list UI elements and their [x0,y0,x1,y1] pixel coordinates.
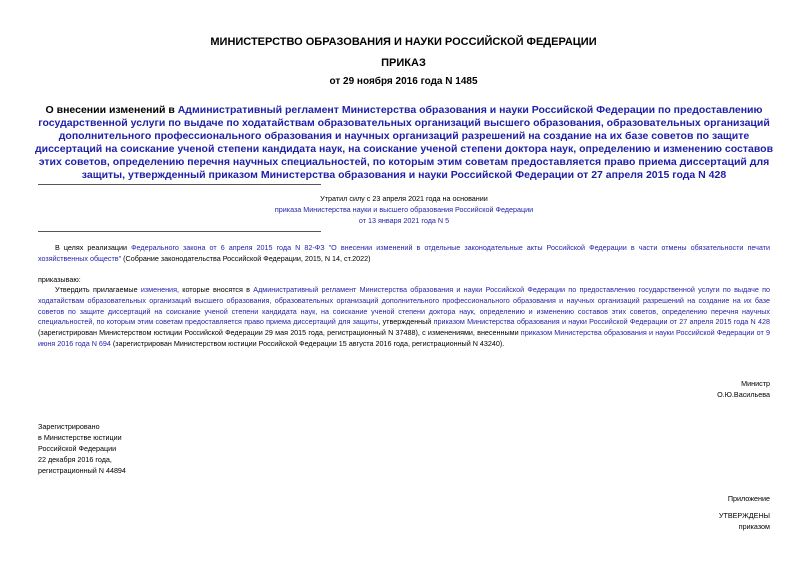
body-part2: , которые вносятся в [176,285,254,294]
registration-line2: в Министерстве юстиции [38,433,122,442]
preamble-paragraph [38,243,770,265]
order-428-link[interactable]: приказом Министерства образования и науки Российской Федерации от 27 апреля 2015 года N 428 [433,317,770,327]
approval-block [719,510,770,532]
divider-top [38,184,321,185]
title-regulation-link[interactable]: Административный регламент Министерства образования и науки Российской Федерации по предоставлению государственной услуги по выдаче по ходатайствам образовательных организаций высшего образования, образовательных организаций дополнительного профессионального образования и научных организаций разрешений на создание на их базе советов по защите диссертаций на соискание ученой степени кандидата наук, на соискание ученой степени доктора наук, определению и изменению составов этих советов, определению перечня научных специальностей, по которым этим советам предоставляется право приема диссертаций для защиты, утвержденный приказом Министерства образования и науки Российской Федерации от 27 апреля 2015 года N 428 [34,104,774,181]
order-word: приказываю: [38,275,81,284]
registration-line4: 22 декабря 2016 года, [38,455,112,464]
document-type: ПРИКАЗ [381,57,426,69]
regulation-link[interactable]: Административный регламент Министерства образования и науки Российской Федерации по предоставлению государственной услуги по выдаче по ходатайствам образовательных организаций высшего образования, образовательных организаций дополнительного профессионального образования и научных организаций разрешений на создание на их базе советов по защите диссертаций на соискание ученой степени кандидата наук, на соискание ученой степени доктора наук, определению и изменению составов этих советов, определению перечня научных специальностей, по которым этим советам предоставляется право приема диссертаций для защиты [38,285,770,327]
order-694-link[interactable]: приказом Министерства образования и науки Российской Федерации от 9 июня 2016 года N 694 [38,328,770,348]
body-part4: (зарегистрирован Министерством юстиции Российской Федерации 29 мая 2015 года, регистрационный N 37488), с изменениями, внесенными [38,328,521,338]
signature-block [717,378,770,400]
ministry-heading: МИНИСТЕРСТВО ОБРАЗОВАНИЯ И НАУКИ РОССИЙСКОЙ ФЕДЕРАЦИИ [210,36,597,48]
signature-position: Министр [741,379,770,388]
body-part1: Утвердить прилагаемые [55,285,141,294]
federal-law-link[interactable]: Федерального закона от 6 апреля 2015 года N 82-ФЗ "О внесении изменений в отдельные законодательные акты Российской Федерации в части отмены обязательности печати хозяйственных обществ" [38,243,770,263]
document-title [30,104,778,182]
lost-force-order-link[interactable]: приказа Министерства науки и высшего образования Российской Федерации [274,205,534,214]
registration-block [38,421,126,476]
appendix-label: Приложение [727,494,770,503]
body-part3: , утвержденный [378,317,434,327]
preamble-suffix: (Собрание законодательства Российской Федерации, 2015, N 14, ст.2022) [121,253,371,263]
registration-line5: регистрационный N 44894 [38,466,126,475]
document-date: от 29 ноября 2016 года N 1485 [329,76,478,87]
lost-force-line1: Утратил силу с 23 апреля 2021 года на основании [320,194,488,203]
body-part5: (зарегистрирован Министерством юстиции Российской Федерации 15 августа 2016 года, регистрационный N 43240). [110,338,505,348]
body-paragraph [38,285,770,350]
title-prefix: О внесении изменений в [45,104,178,116]
approved-by-order: приказом [738,522,770,531]
changes-link[interactable]: изменения [140,285,177,294]
lost-force-notice [200,193,608,226]
divider-bottom [38,231,321,232]
approved-heading: УТВЕРЖДЕНЫ [718,511,770,520]
signature-name: О.Ю.Васильева [717,390,770,399]
lost-force-date-link[interactable]: от 13 января 2021 года N 5 [358,216,450,225]
registration-line3: Российской Федерации [38,444,117,453]
registration-line1: Зарегистрировано [38,422,100,431]
preamble-prefix: В целях реализации [55,243,132,252]
